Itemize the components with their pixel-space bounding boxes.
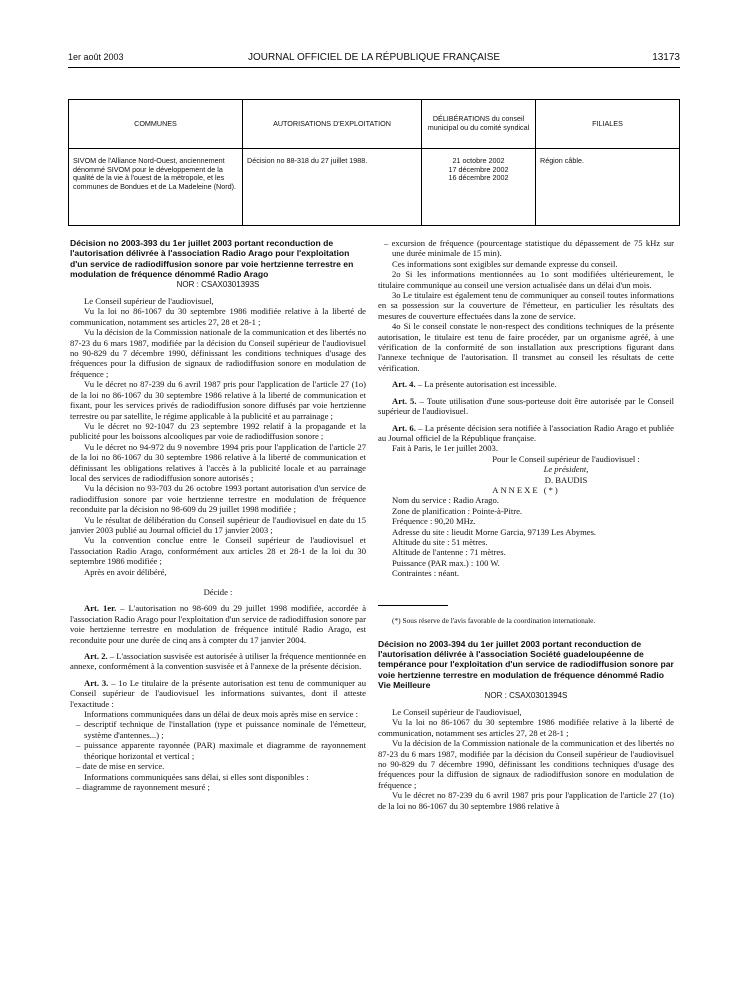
page-header [68,52,680,66]
visa-paragraph: Vu le décret no 94-972 du 9 novembre 1994 pris pour l'application de l'article 27 de la loi no 86-1067 du 30 septembre 1986 relative à la liberté de communication et définissant les obligations relatives à l'accès à la publicité locale et au parrainage local des services de radiodiffusion sonore autorisés ; [70,441,366,483]
list-item: – date de mise en service. [76,761,165,772]
deliberation-date: 17 décembre 2002 [448,164,509,174]
decision-title: Décision no 2003-393 du 1er juillet 2003 portant reconduction de l'autorisation délivrée à l'association Radio Arago pour l'exploitation d'un service de radiodiffusion sonore par voie hertzienne terrestre en modulation de fréquence dénommé Radio Arago [70,238,354,280]
header-journal-title: JOURNAL OFFICIEL DE LA RÉPUBLIQUE FRANÇAISE [247,52,501,63]
article-label: Art. 1er. [84,603,117,614]
intro-text: Le Conseil supérieur de l'audiovisuel, [392,707,522,718]
deliberation-date: 16 décembre 2002 [448,173,509,183]
visa-paragraph: Vu la décision de la Commission nationale de la communication et des libertés no 87-23 du 6 mars 1987, modifiée par la décision du Conseil supérieur de l'audiovisuel no 90-829 du 7 décembre 1990, définissant les conditions techniques d'usage des fréquences pour la diffusion de signaux de radiodiffusion sonore en modulation de fréquence ; [70,327,366,379]
header-rule [68,67,680,68]
signature-name: D. BAUDIS [544,474,588,485]
visa-paragraph: Vu la convention conclue entre le Conseil supérieur de l'audiovisuel et l'association Radio Arago, conformément aux articles 28 et 28-1 de la loi du 30 septembre 1986 modifiée ; [70,535,366,567]
annex-line: Contraintes : néant. [392,568,460,579]
annexe-heading: ANNEXE (*) [492,484,560,495]
paragraph: 2o Si les informations mentionnées au 1o sont modifiées ultérieurement, le titulaire communique au conseil une version actualisée dans un délai d'un mois. [378,269,674,290]
decision-title: Décision no 2003-394 du 1er juillet 2003 portant reconduction de l'autorisation délivrée à l'association Société guadeloupéenne de tempérance pour l'exploitation d'un service de radiodiffusion sonore par voie hertzienne terrestre en modulation de fréquence dénommé Radio Vie Meilleure [378,638,674,691]
header-page-number: 13173 [652,52,680,63]
th-communes: COMMUNES [69,100,243,149]
annex-line: Fréquence : 90,20 MHz. [392,516,476,527]
paragraph: 4o Si le conseil constate le non-respect des conditions techniques de la présente autorisation, le titulaire est tenu de faire procéder, par un organisme agréé, à une vérification de la conformité de son installation aux prescriptions figurant dans l'annexe technique de l'autorisation. Il transmet au conseil les résultats de cette vérification. [378,321,674,373]
left-column [70,238,366,792]
article-label: Art. 6. [392,422,416,433]
right-column [378,238,674,811]
visa-paragraph: Vu le résultat de délibération du Conseil supérieur de l'audiovisuel en date du 15 janvier 2003 publié au Journal officiel du 17 janvier 2003 ; [70,514,366,535]
list-item: – descriptif technique de l'installation (type et puissance nominale de l'émetteur, système d'antennes...) ; [76,719,366,740]
annex-line: Zone de planification : Pointe-à-Pitre. [392,505,523,516]
header-date: 1er août 2003 [68,52,124,62]
deliberation-date: 21 octobre 2002 [452,156,505,165]
annex-line: Puissance (PAR max.) : 100 W. [392,557,500,568]
table-row [69,149,680,226]
annex-line: Altitude du site : 51 mètres. [392,536,488,547]
article-label: Art. 2. [84,651,108,662]
annex-line: Altitude de l'antenne : 71 mètres. [392,547,506,558]
cell-filiales: Région câble. [536,149,680,226]
fait-a-paris: Fait à Paris, le 1er juillet 2003. [392,443,498,454]
article-label: Art. 5. [392,395,417,406]
th-filiales: FILIALES [536,100,680,149]
paragraph: 3o Le titulaire est également tenu de communiquer au conseil toutes informations en sa possession sur la couverture de l'émetteur, en particulier les résultats des mesures de couverture effectuées dans la zone de service. [378,290,674,321]
visa-paragraph: Vu la loi no 86-1067 du 30 septembre 1986 modifiée relative à la liberté de communication, notamment ses articles 27, 28 et 28-1 ; [378,717,674,738]
signature-title: Le président, [543,464,589,475]
signature-line: Pour le Conseil supérieur de l'audiovisuel : [492,453,640,464]
visa-paragraph: Vu le décret no 92-1047 du 23 septembre 1992 relatif à la propagande et la publicité pour les boissons alcooliques par voie de radiodiffusion sonore ; [70,420,366,442]
footnote: (*) Sous réserve de l'avis favorable de la coordination internationale. [392,615,596,625]
th-deliberations: DÉLIBÉRATIONS du conseil municipal ou du comité syndical [422,100,536,149]
article-label: Art. 4. [392,379,416,390]
article-2: Art. 2. – L'association susvisée est autorisée à utiliser la fréquence mentionnée en annexe, conformément à la convention susvisée et à l'annexe de la présente décision. [70,651,367,672]
visa-paragraph: Vu le décret no 87-239 du 6 avril 1987 pris pour l'application de l'article 27 (1o) de la loi no 86-1067 du 30 septembre 1986 relative à [378,790,674,811]
cell-deliberations [422,149,536,226]
article-5: Art. 5. – Toute utilisation d'une sous-porteuse doit être autorisée par le Conseil supérieur de l'audiovisuel. [378,395,675,417]
visa-paragraph: Vu le décret no 87-239 du 6 avril 1987 pris pour l'application de l'article 27 (1o) de la loi no 86-1067 du 30 septembre 1986 relative à la liberté de communication et fixant, pour les services privés de radiodiffusion sonore diffusés par voie hertzienne terrestre ou par satellite, le régime applicable à la publicité et au parrainage ; [70,379,366,421]
cell-autorisation: Décision no 88-318 du 27 juillet 1988. [243,149,422,226]
visa-paragraph: Vu la décision no 93-703 du 26 octobre 1993 portant autorisation d'un service de radiodiffusion sonore par voie hertzienne terrestre en modulation de fréquence reconduite par la décision no 98-609 du 29 juillet 1998 modifiée ; [70,483,366,515]
article-6: Art. 6. – La présente décision sera notifiée à l'association Radio Arago et publiée au Journal officiel de la République française. [378,422,674,443]
visa-paragraph: Vu la décision de la Commission nationale de la communication et des libertés no 87-23 du 6 mars 1987, modifiée par la décision du Conseil supérieur de l'audiovisuel no 90-829 du 7 décembre 1990, définissant les conditions techniques d'usage des fréquences pour la diffusion de signaux de radiodiffusion sonore en modulation de fréquence ; [378,738,674,790]
article-label: Art. 3. [84,677,109,688]
th-autorisations: AUTORISATIONS D'EXPLOITATION [243,100,422,149]
list-item: – excursion de fréquence (pourcentage statistique du dépassement de 75 kHz sur une durée minimale de 15 min). [384,238,674,259]
visa-paragraph: Après en avoir délibéré, [84,566,167,577]
list-item: – puissance apparente rayonnée (PAR) maximale et diagramme de rayonnement théorique horizontal et vertical ; [76,740,366,761]
article-4: Art. 4. – La présente autorisation est incessible. [392,379,557,390]
info-nodelay-heading: Informations communiquées sans délai, si elles sont disponibles : [84,771,309,782]
nor-reference: NOR : CSAX0301394S [484,690,568,700]
article-3: Art. 3. – 1o Le titulaire de la présente autorisation est tenu de communiquer au Conseil supérieur de l'audiovisuel les informations suivantes, dont il atteste l'exactitude : [70,677,367,709]
annex-line: Nom du service : Radio Arago. [392,495,499,506]
intro-text: Le Conseil supérieur de l'audiovisuel, [84,296,214,307]
footnote-rule [378,605,448,606]
article-1: Art. 1er. – L'autorisation no 98-609 du 29 juillet 1998 modifiée, accordée à l'association Radio Arago pour l'exploitation d'un service de radiodiffusion sonore par voie hertzienne terrestre en modulation de fréquence intitulé Radio Arago, est reconduite pour une durée de cinq ans à compter du 17 janvier 2004. [70,603,367,645]
decide-heading: Décide : [203,587,233,597]
cell-communes: SIVOM de l'Alliance Nord-Ouest, anciennement dénommé SIVOM pour le développement de la qualité de la vie à l'ouest de la métropole, et les communes de Bondues et de La Madeleine (Nord). [69,149,243,226]
table-header-row [69,100,680,149]
annex-line: Adresse du site : lieudit Morne Garcia, 97139 Les Abymes. [392,526,597,537]
nor-reference: NOR : CSAX0301393S [176,279,260,289]
visa-paragraph: Vu la loi no 86-1067 du 30 septembre 1986 modifiée relative à la liberté de communication, notamment ses articles 27, 28 et 28-1 ; [70,306,366,327]
communes-table [68,99,680,226]
paragraph: Ces informations sont exigibles sur demande expresse du conseil. [392,258,618,269]
list-item: – diagramme de rayonnement mesuré ; [76,781,210,792]
info-delay-heading: Informations communiquées dans un délai de deux mois après mise en service : [84,709,358,720]
